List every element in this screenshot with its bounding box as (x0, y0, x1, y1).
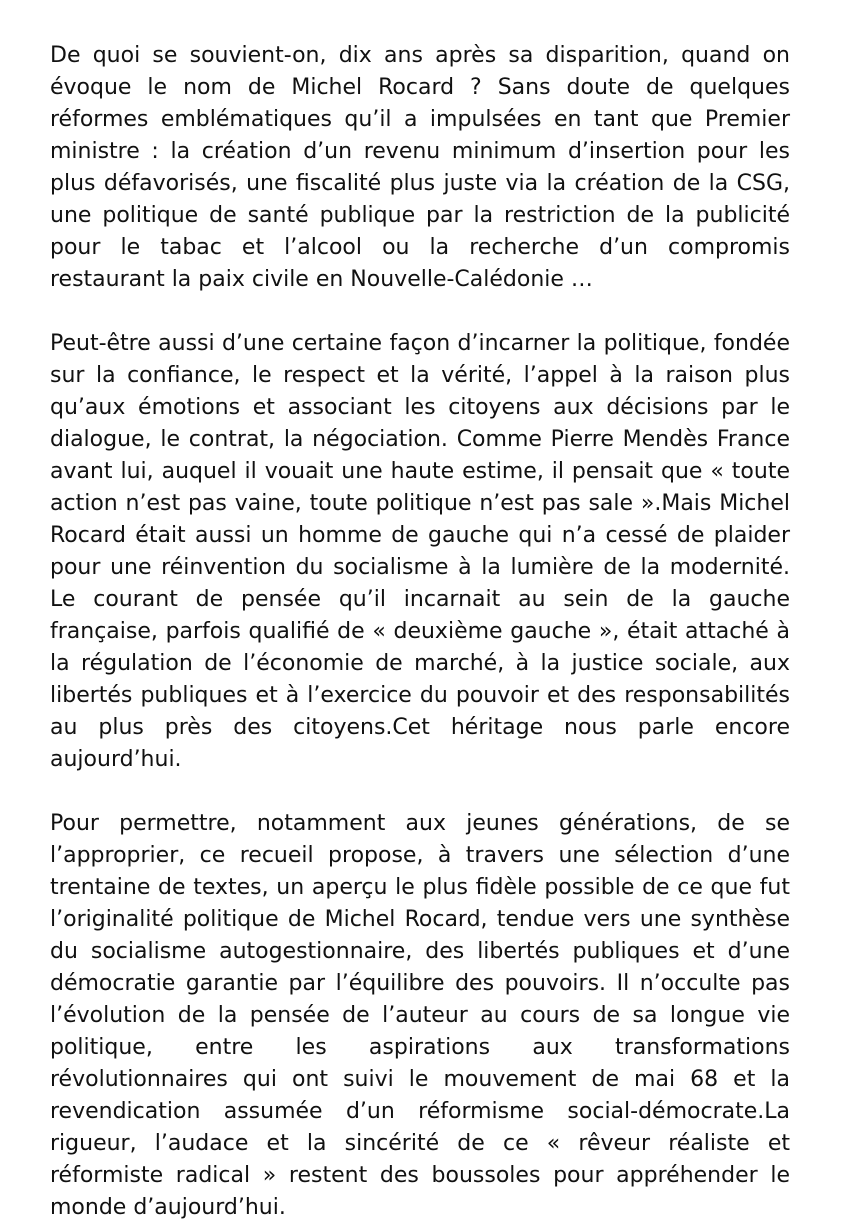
document-page (50, 40, 790, 1224)
paragraph-1: De quoi se souvient-on, dix ans après sa disparition, quand on évoque le nom de Michel Rocard ? Sans doute de quelques réformes emblématiques qu’il a impulsées en tant que Premier ministre : la création d’un revenu minimum d’insertion pour les plus défavorisés, une fiscalité plus juste via la création de la CSG, une politique de santé publique par la restriction de la publicité pour le tabac et l’alcool ou la recherche d’un compromis restaurant la paix civile en Nouvelle-Calédonie … (50, 43, 790, 292)
paragraph-2: Peut-être aussi d’une certaine façon d’incarner la politique, fondée sur la confiance, le respect et la vérité, l’appel à la raison plus qu’aux émotions et associant les citoyens aux décisions par le dialogue, le contrat, la négociation. Comme Pierre Mendès France avant lui, auquel il vouait une haute estime, il pensait que « toute action n’est pas vaine, toute politique n’est pas sale ».Mais Michel Rocard était aussi un homme de gauche qui n’a cessé de plaider pour une réinvention du socialisme à la lumière de la modernité. Le courant de pensée qu’il incarnait au sein de la gauche française, parfois qualifié de « deuxième gauche », était attaché à la régulation de l’économie de marché, à la justice sociale, aux libertés publiques et à l’exercice du pouvoir et des responsabilités au plus près des citoyens.Cet héritage nous parle encore aujourd’hui. (50, 331, 790, 772)
paragraph-3: Pour permettre, notamment aux jeunes générations, de se l’approprier, ce recueil propose, à travers une sélection d’une trentaine de textes, un aperçu le plus fidèle possible de ce que fut l’originalité politique de Michel Rocard, tendue vers une synthèse du socialisme autogestionnaire, des libertés publiques et d’une démocratie garantie par l’équilibre des pouvoirs. Il n’occulte pas l’évolution de la pensée de l’auteur au cours de sa longue vie politique, entre les aspirations aux transformations révolutionnaires qui ont suivi le mouvement de mai 68 et la revendication assumée d’un réformisme social-démocrate.La rigueur, l’audace et la sincérité de ce « rêveur réaliste et réformiste radical » restent des boussoles pour appréhender le monde d’aujourd’hui. (50, 811, 790, 1220)
